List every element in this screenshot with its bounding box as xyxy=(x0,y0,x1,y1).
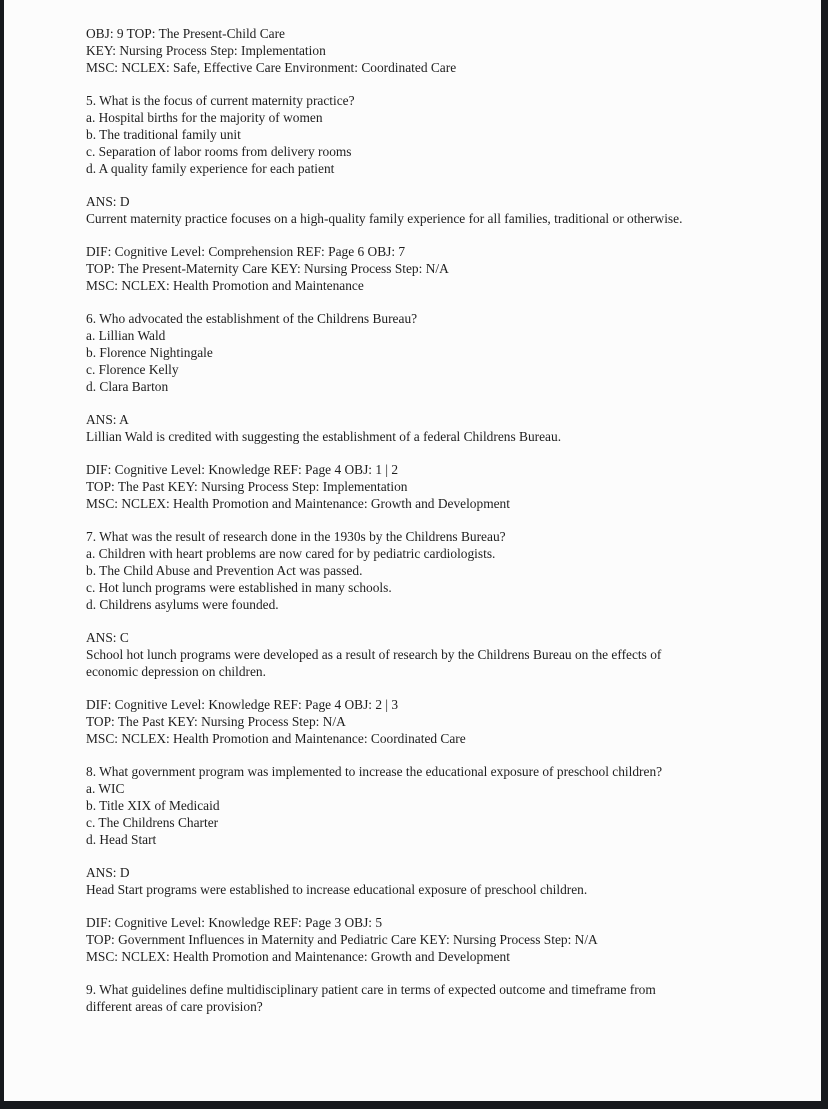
text-line: TOP: The Present-Maternity Care KEY: Nursing Process Step: N/A xyxy=(86,261,449,276)
meta-block-q7 xyxy=(86,696,758,747)
meta-block-q8 xyxy=(86,914,758,965)
answer-line: ANS: D xyxy=(86,865,130,880)
choice-a: a. Children with heart problems are now cared for by pediatric cardiologists. xyxy=(86,546,496,561)
text-line: MSC: NCLEX: Health Promotion and Maintenance: Coordinated Care xyxy=(86,731,466,746)
answer-8-block xyxy=(86,864,758,898)
question-text: 5. What is the focus of current maternity practice? xyxy=(86,93,355,108)
meta-block-obj9 xyxy=(86,25,758,76)
text-line: DIF: Cognitive Level: Knowledge REF: Page 4 OBJ: 1 | 2 xyxy=(86,462,399,477)
text-line: MSC: NCLEX: Health Promotion and Maintenance xyxy=(86,278,364,293)
choice-b: b. Florence Nightingale xyxy=(86,345,213,360)
choice-b: b. The traditional family unit xyxy=(86,127,241,142)
text-line: TOP: The Past KEY: Nursing Process Step: N/A xyxy=(86,714,346,729)
choice-c: c. Florence Kelly xyxy=(86,362,179,377)
rationale-line: Current maternity practice focuses on a high-quality family experience for all families, traditional or otherwise. xyxy=(86,211,683,226)
question-6-block xyxy=(86,310,758,395)
choice-b: b. Title XIX of Medicaid xyxy=(86,798,220,813)
choice-d: d. Clara Barton xyxy=(86,379,169,394)
question-text: 6. Who advocated the establishment of the Childrens Bureau? xyxy=(86,311,418,326)
rationale-line: economic depression on children. xyxy=(86,664,266,679)
text-line: DIF: Cognitive Level: Knowledge REF: Page 4 OBJ: 2 | 3 xyxy=(86,697,399,712)
text-line: DIF: Cognitive Level: Knowledge REF: Page 3 OBJ: 5 xyxy=(86,915,383,930)
text-line: TOP: The Past KEY: Nursing Process Step: Implementation xyxy=(86,479,408,494)
rationale-line: School hot lunch programs were developed as a result of research by the Childrens Bureau on the effects of xyxy=(86,647,662,662)
page-left-edge xyxy=(0,0,4,1109)
question-text: 9. What guidelines define multidisciplinary patient care in terms of expected outcome and timeframe from xyxy=(86,982,656,997)
text-line: MSC: NCLEX: Safe, Effective Care Environment: Coordinated Care xyxy=(86,60,457,75)
answer-line: ANS: A xyxy=(86,412,129,427)
question-text: 8. What government program was implemented to increase the educational exposure of preschool children? xyxy=(86,764,663,779)
document-page xyxy=(86,25,758,1031)
choice-b: b. The Child Abuse and Prevention Act was passed. xyxy=(86,563,363,578)
question-7-block xyxy=(86,528,758,613)
text-line: DIF: Cognitive Level: Comprehension REF: Page 6 OBJ: 7 xyxy=(86,244,406,259)
answer-line: ANS: C xyxy=(86,630,129,645)
text-line: OBJ: 9 TOP: The Present-Child Care xyxy=(86,26,285,41)
question-text: different areas of care provision? xyxy=(86,999,263,1014)
text-line: MSC: NCLEX: Health Promotion and Maintenance: Growth and Development xyxy=(86,496,510,511)
choice-d: d. A quality family experience for each patient xyxy=(86,161,335,176)
choice-c: c. Separation of labor rooms from delivery rooms xyxy=(86,144,352,159)
answer-5-block xyxy=(86,193,758,227)
page-bottom-edge xyxy=(0,1101,828,1109)
choice-a: a. WIC xyxy=(86,781,125,796)
choice-c: c. The Childrens Charter xyxy=(86,815,219,830)
rationale-line: Head Start programs were established to increase educational exposure of preschool children. xyxy=(86,882,588,897)
text-line: KEY: Nursing Process Step: Implementation xyxy=(86,43,326,58)
meta-block-q5 xyxy=(86,243,758,294)
choice-d: d. Head Start xyxy=(86,832,157,847)
rationale-line: Lillian Wald is credited with suggesting the establishment of a federal Childrens Bureau. xyxy=(86,429,562,444)
answer-7-block xyxy=(86,629,758,680)
question-5-block xyxy=(86,92,758,177)
question-text: 7. What was the result of research done in the 1930s by the Childrens Bureau? xyxy=(86,529,506,544)
question-8-block xyxy=(86,763,758,848)
choice-a: a. Lillian Wald xyxy=(86,328,166,343)
text-line: MSC: NCLEX: Health Promotion and Maintenance: Growth and Development xyxy=(86,949,510,964)
text-line: TOP: Government Influences in Maternity and Pediatric Care KEY: Nursing Process Step: N/A xyxy=(86,932,598,947)
meta-block-q6 xyxy=(86,461,758,512)
choice-d: d. Childrens asylums were founded. xyxy=(86,597,279,612)
page-right-edge xyxy=(821,0,828,1109)
answer-line: ANS: D xyxy=(86,194,130,209)
choice-c: c. Hot lunch programs were established in many schools. xyxy=(86,580,392,595)
choice-a: a. Hospital births for the majority of women xyxy=(86,110,323,125)
question-9-block xyxy=(86,981,758,1015)
answer-6-block xyxy=(86,411,758,445)
